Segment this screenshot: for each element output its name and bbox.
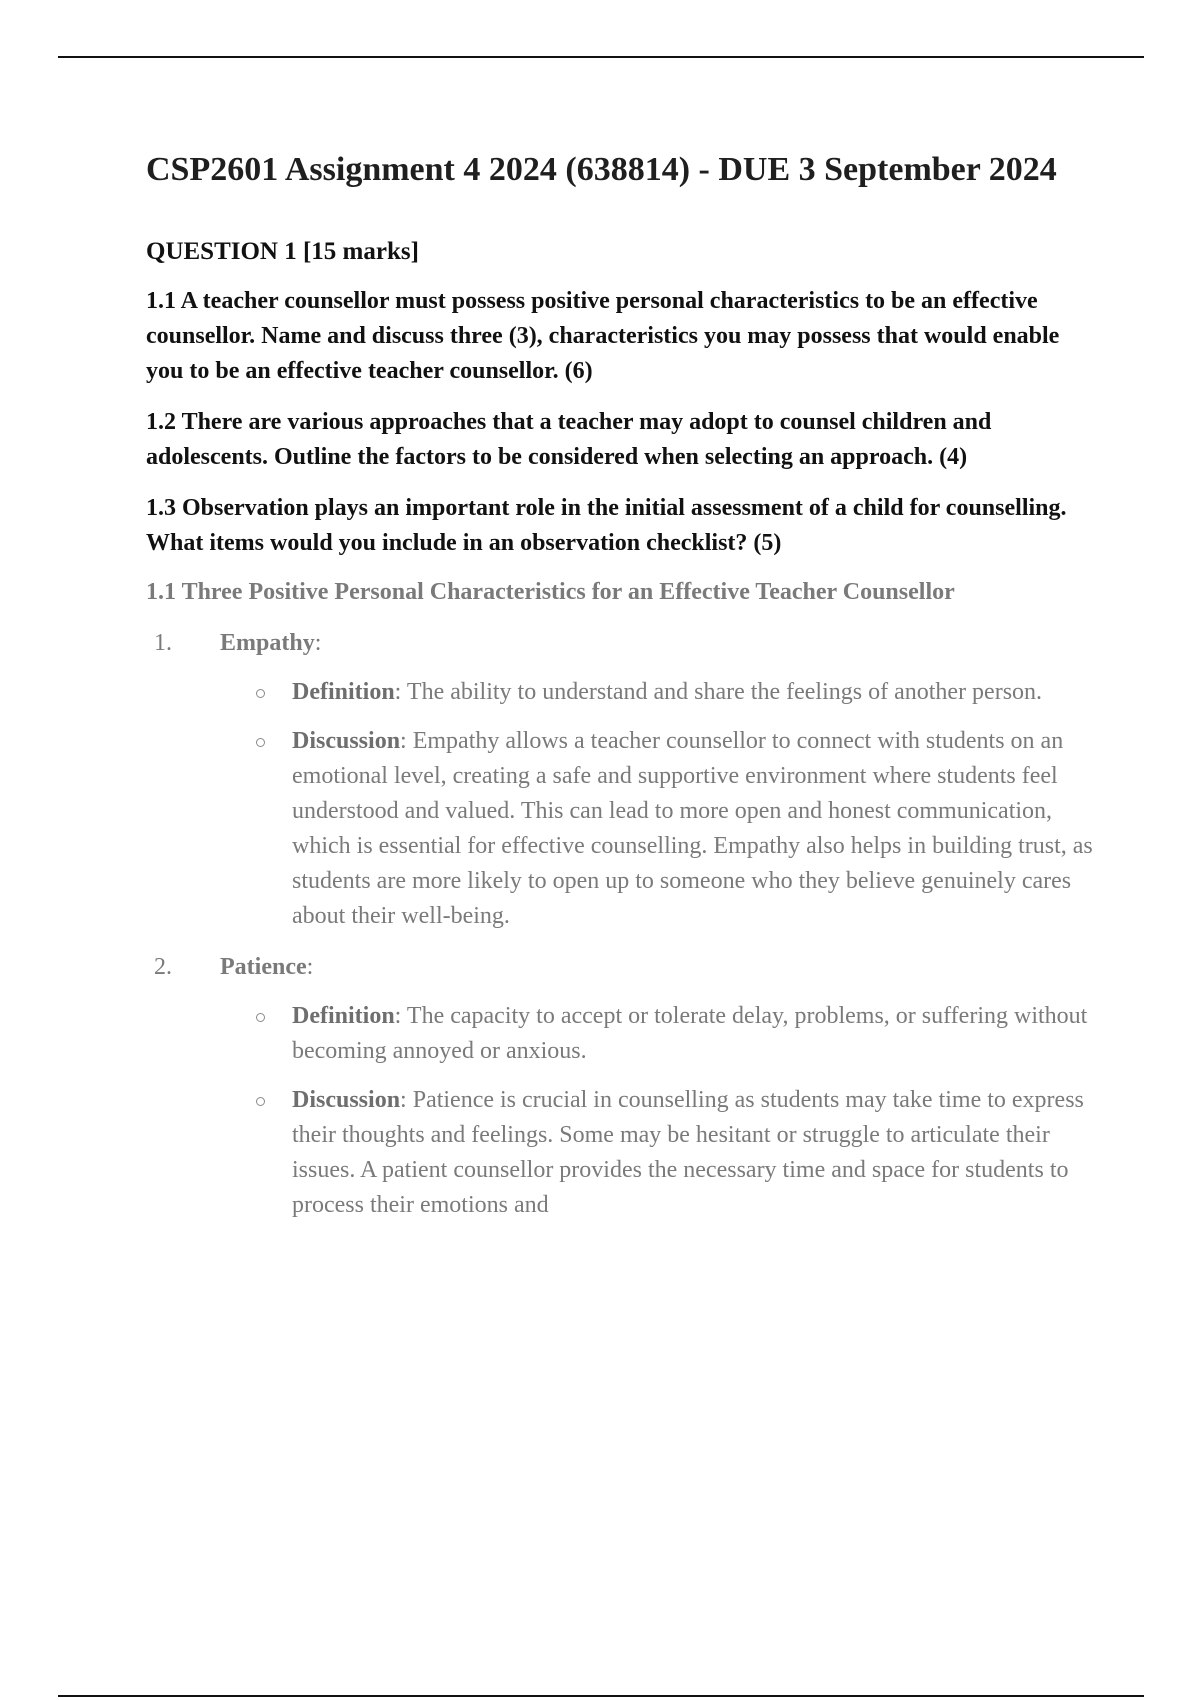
list-number: 2.: [154, 954, 172, 980]
definition-label: Definition: [292, 679, 395, 705]
definition-item: [146, 999, 1096, 1069]
characteristic-name: Empathy: [220, 630, 315, 656]
discussion-text: : Patience is crucial in counselling as students may take time to express their thoughts and feelings. Some may be hesitant or struggle to articulate their issues. A patient counsellor provides the necessary time and space for students to process their emotions and: [292, 1087, 1084, 1218]
definition-item: [146, 675, 1096, 710]
circle-bullet-icon: [256, 1097, 265, 1106]
document-body: [146, 148, 1096, 1223]
characteristic-title: [146, 626, 1096, 661]
circle-bullet-icon: [256, 1013, 265, 1022]
question-heading: QUESTION 1 [15 marks]: [146, 238, 419, 265]
document-title: CSP2601 Assignment 4 2024 (638814) - DUE 3 September 2024: [146, 151, 1057, 188]
discussion-label: Discussion: [292, 1087, 401, 1113]
definition-label: Definition: [292, 1003, 395, 1029]
discussion-item: [146, 1083, 1096, 1223]
characteristic-title: [146, 950, 1096, 985]
characteristic-colon: :: [314, 630, 322, 656]
question-1-2: 1.2 There are various approaches that a teacher may adopt to counsel children and adolescents. Outline the factors to be considered when selecting an approach. (4): [146, 409, 992, 470]
question-1-3: 1.3 Observation plays an important role in the initial assessment of a child for counselling. What items would you include in an observation checklist? (5): [146, 495, 1067, 556]
bottom-rule: [58, 1695, 1144, 1697]
circle-bullet-icon: [256, 689, 265, 698]
circle-bullet-icon: [256, 738, 265, 747]
discussion-text: : Empathy allows a teacher counsellor to connect with students on an emotional level, creating a safe and supportive environment where students feel understood and valued. This can lead to more open and honest communication, which is essential for effective counselling. Empathy also helps in building trust, as students are more likely to open up to someone who they believe genuinely cares about their well-being.: [292, 728, 1093, 929]
characteristic-patience: [146, 950, 1096, 1223]
discussion-label: Discussion: [292, 728, 401, 754]
top-rule: [58, 56, 1144, 58]
definition-text: : The capacity to accept or tolerate delay, problems, or suffering without becoming annoyed or anxious.: [292, 1003, 1088, 1064]
characteristic-empathy: [146, 626, 1096, 934]
definition-text: : The ability to understand and share the feelings of another person.: [394, 679, 1043, 705]
characteristic-name: Patience: [220, 954, 307, 980]
answer-heading: 1.1 Three Positive Personal Characteristics for an Effective Teacher Counsellor: [146, 579, 955, 605]
discussion-item: [146, 724, 1096, 934]
list-number: 1.: [154, 630, 172, 656]
question-1-1: 1.1 A teacher counsellor must possess positive personal characteristics to be an effective counsellor. Name and discuss three (3), characteristics you may possess that would enable you to be an effective teacher counsellor. (6): [146, 288, 1060, 384]
characteristic-colon: :: [306, 954, 314, 980]
